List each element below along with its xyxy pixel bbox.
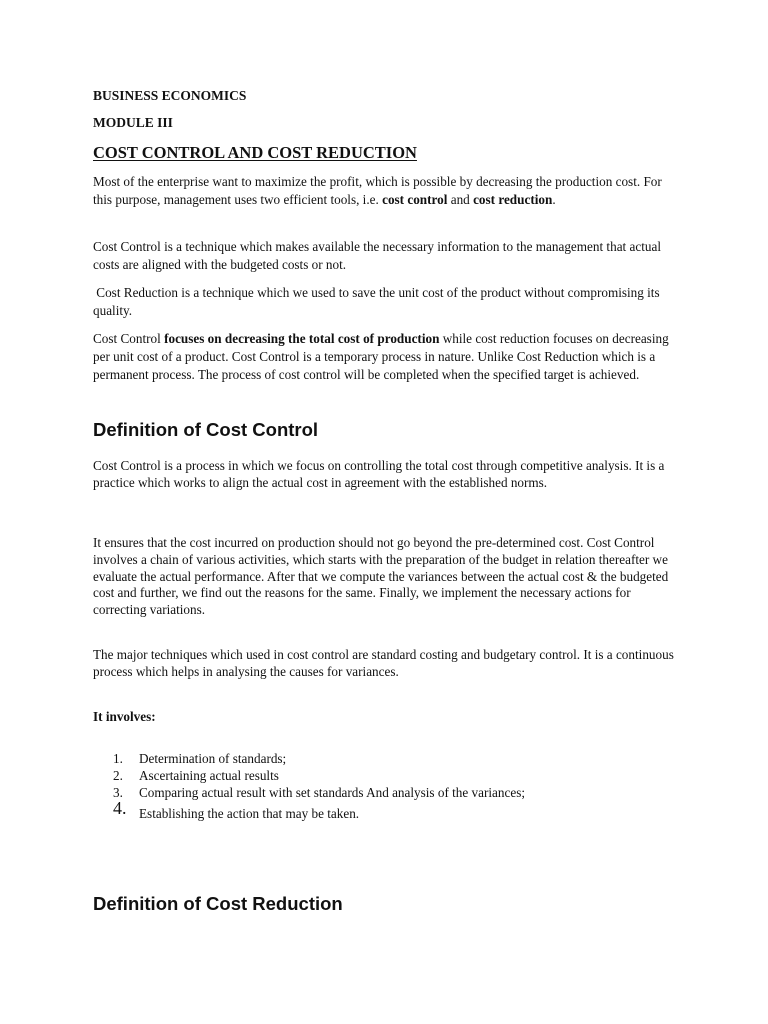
cost-control-techniques-paragraph: The major techniques which used in cost control are standard costing and budgetary control. It is a continuous process which helps in analysing the causes for variances. <box>93 647 674 679</box>
list-item-text: Ascertaining actual results <box>139 768 279 783</box>
intro-term-cost-reduction: cost reduction <box>473 192 553 207</box>
cost-control-definition-paragraph: Cost Control is a process in which we focus on controlling the total cost through competitive analysis. It is a practice which works to align the actual cost in agreement with the established norms. <box>93 458 665 490</box>
list-item-text: Determination of standards; <box>139 751 287 766</box>
intro-term-cost-control: cost control <box>382 192 448 207</box>
involves-label: It involves: <box>93 709 156 724</box>
comparison-paragraph <box>93 330 678 384</box>
subject-label: BUSINESS ECONOMICS <box>93 88 247 103</box>
intro-text: Most of the enterprise want to maximize the profit, which is possible by decreasing the production cost. For this purpose, management uses two efficient tools, i.e. <box>93 174 662 207</box>
comparison-text-rest: while cost reduction focuses on decreasing per unit cost of a product. Cost Control is a temporary process in nature. Unlike Cost Reduction which is a permanent process. The process of cost control will be completed when the specified target is achieved. <box>93 331 669 382</box>
cost-control-technique-paragraph: Cost Control is a technique which makes available the necessary information to the management that actual costs are aligned with the budgeted costs or not. <box>93 239 661 272</box>
comparison-emphasis: focuses on decreasing the total cost of production <box>164 331 440 346</box>
module-label: MODULE III <box>93 115 173 130</box>
list-item-number: 2. <box>113 768 123 783</box>
list-item-number: 1. <box>113 751 123 766</box>
cost-reduction-heading: Definition of Cost Reduction <box>93 893 343 914</box>
intro-paragraph <box>93 173 678 209</box>
cost-control-process-paragraph: It ensures that the cost incurred on production should not go beyond the pre-determined cost. Cost Control involves a chain of various activities, which starts with the preparation of the budget in relation thereafter we evaluate the actual performance. After that we compute the variances between the actual cost & the budgeted cost and further, we find out the reasons for the same. Finally, we implement the necessary actions for correcting variations. <box>93 535 669 618</box>
list-item-text: Establishing the action that may be taken. <box>139 806 360 821</box>
comparison-text-start: Cost Control <box>93 331 165 346</box>
intro-text-end: . <box>552 192 556 207</box>
list-item-number: 4. <box>113 798 127 818</box>
list-item <box>113 798 673 821</box>
cost-control-heading: Definition of Cost Control <box>93 419 319 440</box>
involves-list <box>113 750 673 819</box>
list-item <box>113 750 673 767</box>
cost-reduction-technique-paragraph: Cost Reduction is a technique which we used to save the unit cost of the product without compromising its quality. <box>93 285 663 318</box>
list-item-number: 3. <box>113 785 123 800</box>
list-item <box>113 767 673 784</box>
page-title: COST CONTROL AND COST REDUCTION <box>93 143 417 162</box>
list-item-text: Comparing actual result with set standards And analysis of the variances; <box>139 785 526 800</box>
list-item <box>113 784 673 801</box>
intro-text-and: and <box>447 192 474 207</box>
